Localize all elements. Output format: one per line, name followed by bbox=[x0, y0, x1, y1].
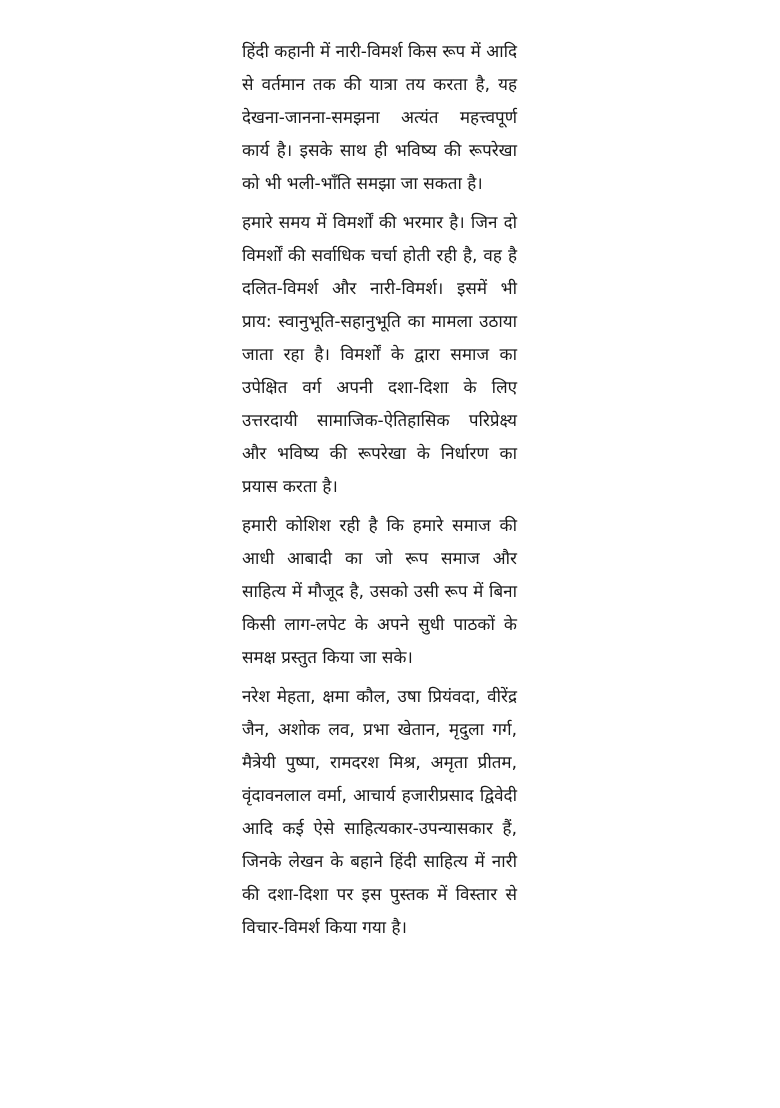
paragraph-1: हिंदी कहानी में नारी-विमर्श किस रूप में आदि से वर्तमान तक की यात्रा तय करता है, यह देखना-जानना-समझना अत्यंत महत्त्वपूर्ण कार्य है। इसके साथ ही भविष्य की रूपरेखा को भी भली-भाँति समझा जा सकता है। bbox=[242, 42, 517, 194]
paragraph-3: हमारी कोशिश रही है कि हमारे समाज की आधी आबादी का जो रूप समाज और साहित्य में मौजूद है, उसको उसी रूप में बिना किसी लाग-लपेट के अपने सुधी पाठकों के समक्ष प्रस्तुत किया जा सके। bbox=[242, 516, 517, 668]
paragraph-2: हमारे समय में विमर्शों की भरमार है। जिन दो विमर्शों की सर्वाधिक चर्चा होती रही है, वह है दलित-विमर्श और नारी-विमर्श। इसमें भी प्राय: स्वानुभूति-सहानुभूति का मामला उठाया जाता रहा है। विमर्शों के द्वारा समाज का उपेक्षित वर्ग अपनी दशा-दिशा के लिए उत्तरदायी सामाजिक-ऐतिहासिक परिप्रेक्ष्य और भविष्य की रूपरेखा के निर्धारण का प्रयास करता है। bbox=[242, 213, 517, 497]
document-body bbox=[242, 36, 517, 951]
paragraph-4: नरेश मेहता, क्षमा कौल, उषा प्रियंवदा, वीरेंद्र जैन, अशोक लव, प्रभा खेतान, मृदुला गर्ग, मैत्रेयी पुष्पा, रामदरश मिश्र, अमृता प्रीतम, वृंदावनलाल वर्मा, आचार्य हजारीप्रसाद द्विवेदी आदि कई ऐसे साहित्यकार-उपन्यासकार हैं, जिनके लेखन के बहाने हिंदी साहित्य में नारी की दशा-दिशा पर इस पुस्तक में विस्तार से विचार-विमर्श किया गया है। bbox=[242, 687, 517, 938]
